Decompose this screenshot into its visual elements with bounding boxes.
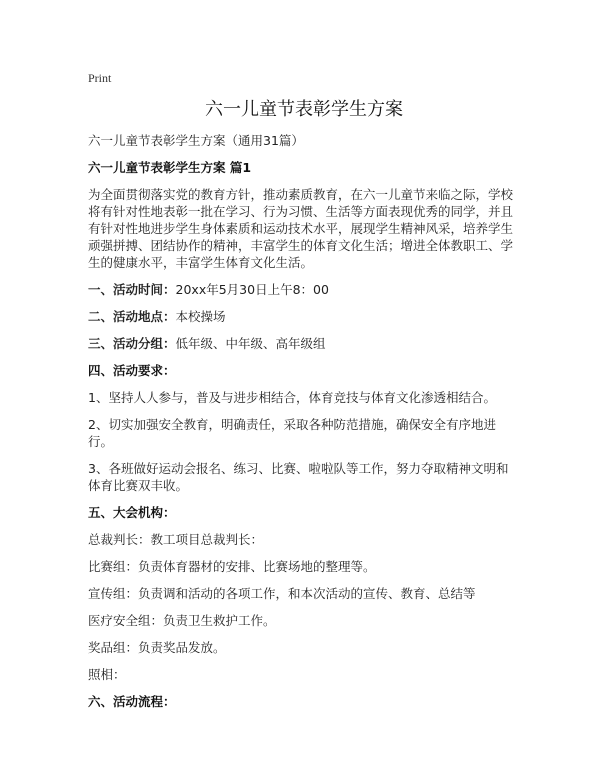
requirement-item: 2、切实加强安全教育，明确责任，采取各种防范措施，确保安全有序地进行。: [88, 417, 496, 449]
item-group: [88, 335, 520, 352]
org-item: 总裁判长：教工项目总裁判长：: [88, 532, 264, 547]
item-value: 低年级、中年级、高年级组: [175, 336, 326, 351]
page-title: 六一儿童节表彰学生方案: [205, 99, 403, 120]
item-time: [88, 281, 520, 298]
requirement-item: 3、各班做好运动会报名、练习、比赛、啦啦队等工作，努力夺取精神文明和体育比赛双丰收。: [88, 461, 509, 493]
org-item: 照相：: [88, 667, 126, 682]
org-heading: 五、大会机构：: [88, 505, 176, 520]
item-place: [88, 308, 520, 325]
print-label: Print: [88, 71, 112, 85]
requirements-heading: 四、活动要求：: [88, 363, 176, 378]
item-label: 二、活动地点：: [88, 309, 176, 324]
item-value: 本校操场: [175, 309, 226, 324]
item-value: 20xx年5月30日上午8：00: [175, 282, 329, 297]
subtitle: 六一儿童节表彰学生方案（通用31篇）: [88, 133, 304, 148]
process-heading: 六、活动流程：: [88, 694, 176, 709]
item-label: 一、活动时间：: [88, 282, 176, 297]
org-item: 宣传组：负责调和活动的各项工作，和本次活动的宣传、教育、总结等: [88, 586, 476, 601]
intro-paragraph: 为全面贯彻落实党的教育方针，推动素质教育，在六一儿童节来临之际，学校将有针对性地表彰一批在学习、行为习惯、生活等方面表现优秀的同学，并且有针对性地进步学生身体素质和运动技术水平，展现学生精神风采，培养学生顽强拼搏、团结协作的精神，丰富学生的体育文化生活；增进全体教职工、学生的健康水平，丰富学生体育文化生活。: [88, 187, 514, 270]
org-item: 比赛组：负责体育器材的安排、比赛场地的整理等。: [88, 559, 376, 574]
org-item: 奖品组：负责奖品发放。: [88, 640, 226, 655]
item-label: 三、活动分组：: [88, 336, 176, 351]
requirement-item: 1、坚持人人参与，普及与进步相结合，体育竞技与体育文化渗透相结合。: [88, 390, 496, 405]
org-item: 医疗安全组：负责卫生救护工作。: [88, 613, 276, 628]
section-heading: 六一儿童节表彰学生方案 篇1: [88, 160, 252, 175]
